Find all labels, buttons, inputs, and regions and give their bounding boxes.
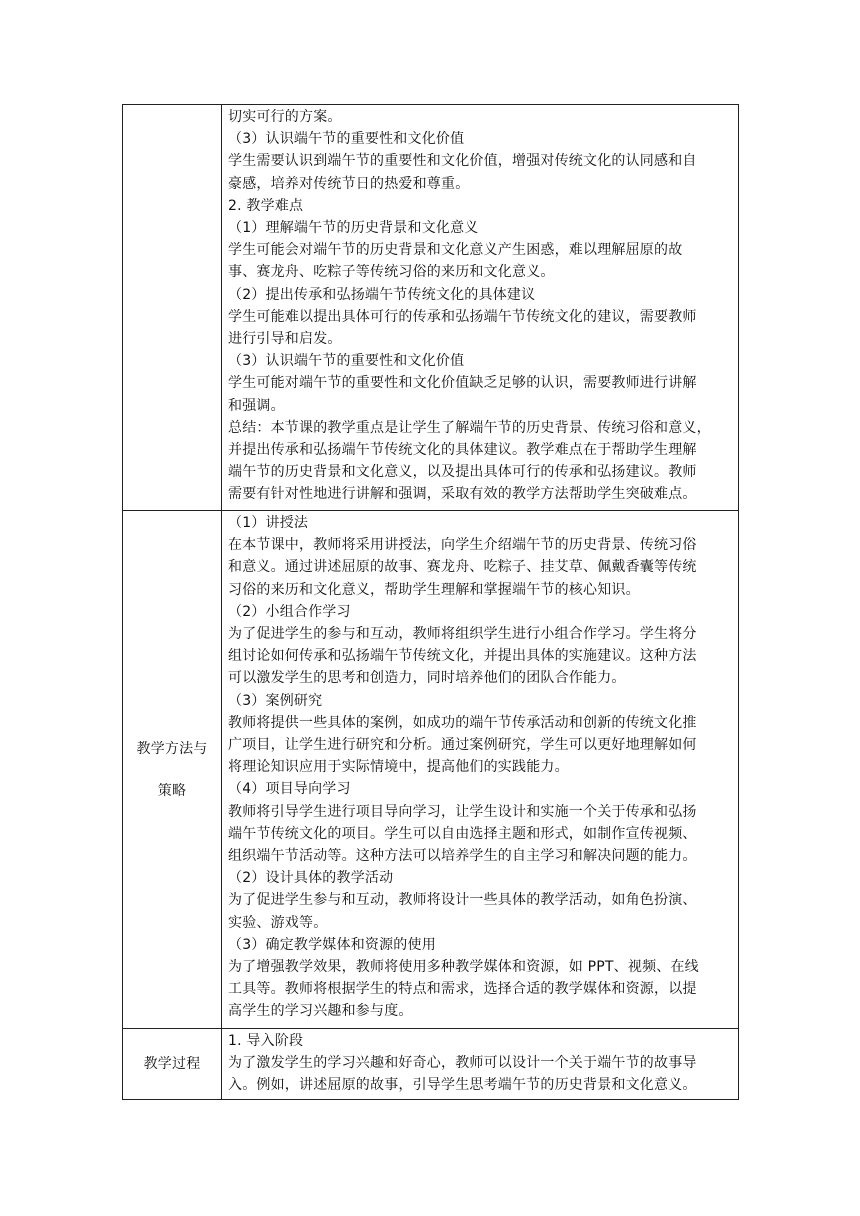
- text-line: 需要有针对性地进行讲解和强调，采取有效的教学方法帮助学生突破难点。: [228, 486, 697, 503]
- text-line: （3）认识端午节的重要性和文化价值: [228, 353, 465, 370]
- text-line: 入。例如，讲述屈原的故事，引导学生思考端午节的历史背景和文化意义。: [228, 1077, 697, 1094]
- text-line: 豪感，培养对传统节日的热爱和尊重。: [228, 175, 470, 192]
- text-line: 学生可能难以提出具体可行的传承和弘扬端午节传统文化的建议，需要教师: [228, 308, 697, 325]
- text-line: 和强调。: [228, 397, 285, 414]
- text-line: 为了促进学生的参与和互动，教师将组织学生进行小组合作学习。学生将分: [228, 626, 697, 643]
- text-line: 工具等。教师将根据学生的特点和需求，选择合适的教学媒体和资源，以提: [228, 981, 697, 998]
- text-line: 学生需要认识到端午节的重要性和文化价值，增强对传统文化的认同感和自: [228, 153, 697, 170]
- text-line: 和意义。通过讲述屈原的故事、赛龙舟、吃粽子、挂艾草、佩戴香囊等传统: [228, 559, 697, 576]
- text-line: 1. 导入阶段: [228, 1033, 304, 1049]
- text-line: 为了激发学生的学习兴趣和好奇心，教师可以设计一个关于端午节的故事导: [228, 1055, 697, 1072]
- text-line: 端午节的历史背景和文化意义，以及提出具体可行的传承和弘扬建议。教师: [228, 464, 697, 481]
- text-line: （1）讲授法: [228, 515, 309, 531]
- text-line: 将理论知识应用于实际情境中，提高他们的实践能力。: [228, 759, 569, 776]
- text-line: （3）认识端午节的重要性和文化价值: [228, 131, 465, 148]
- text-line: 学生可能会对端午节的历史背景和文化意义产生困惑，难以理解屈原的故: [228, 242, 683, 259]
- text-line: 广项目，让学生进行研究和分析。通过案例研究，学生可以更好地理解如何: [228, 737, 697, 754]
- text-line: 组织端午节活动等。这种方法可以培养学生的自主学习和解决问题的能力。: [228, 848, 697, 865]
- text-line: 事、赛龙舟、吃粽子等传统习俗的来历和文化意义。: [228, 264, 555, 281]
- table-row-methods: [123, 511, 739, 1029]
- text-line: （4）项目导向学习: [228, 781, 351, 798]
- text-line: 可以激发学生的思考和创造力，同时培养他们的团队合作能力。: [228, 670, 626, 687]
- text-line: 进行引导和启发。: [228, 331, 342, 348]
- table-row-process: [123, 1029, 739, 1100]
- label-line: 教学过程: [143, 1056, 201, 1072]
- lesson-plan-table: [122, 104, 739, 1100]
- content-text: [222, 511, 738, 1023]
- text-line: 学生可能对端午节的重要性和文化价值缺乏足够的认识，需要教师进行讲解: [228, 375, 697, 392]
- text-line: 实验、游戏等。: [228, 914, 328, 931]
- row-label-process: [123, 1029, 222, 1100]
- table-row-difficulties: [123, 105, 739, 511]
- text-line: （1）理解端午节的历史背景和文化意义: [228, 220, 479, 237]
- text-line: 高学生的学习兴趣和参与度。: [228, 1003, 413, 1020]
- text-line: 教师将引导学生进行项目导向学习，让学生设计和实施一个关于传承和弘扬: [228, 803, 697, 820]
- text-line: 习俗的来历和文化意义，帮助学生理解和掌握端午节的核心知识。: [228, 581, 640, 598]
- text-line: 在本节课中，教师将采用讲授法，向学生介绍端午节的历史背景、传统习俗: [228, 537, 697, 554]
- text-line: 组讨论如何传承和弘扬端午节传统文化，并提出具体的实施建议。这种方法: [228, 648, 697, 665]
- text-line: （2）小组合作学习: [228, 603, 351, 620]
- text-line: 并提出传承和弘扬端午节传统文化的具体建议。教学难点在于帮助学生理解: [228, 442, 697, 459]
- content-cell-methods: [222, 511, 739, 1029]
- content-text: [222, 1029, 738, 1097]
- text-line: 总结：本节课的教学重点是让学生了解端午节的历史背景、传统习俗和意义，: [228, 419, 711, 436]
- text-line: 端午节传统文化的项目。学生可以自由选择主题和形式，如制作宣传视频、: [228, 825, 697, 842]
- row-label-empty: [123, 105, 222, 511]
- text-line: 为了增强教学效果，教师将使用多种教学媒体和资源，如 PPT、视频、在线: [228, 959, 699, 976]
- text-line: （3）确定教学媒体和资源的使用: [228, 936, 436, 953]
- label-line: 教学方法与: [136, 740, 208, 757]
- text-line: 切实可行的方案。: [228, 109, 342, 125]
- content-cell-focus-difficulty: [222, 105, 739, 511]
- text-line: （2）设计具体的教学活动: [228, 870, 394, 887]
- text-line: （3）案例研究: [228, 692, 323, 709]
- text-line: （2）提出传承和弘扬端午节传统文化的具体建议: [228, 286, 536, 303]
- row-label-methods: [123, 511, 222, 1029]
- text-line: 为了促进学生参与和互动，教师将设计一些具体的教学活动，如角色扮演、: [228, 892, 697, 909]
- text-line: 2. 教学难点: [228, 197, 304, 214]
- label-line: 策略: [157, 782, 187, 799]
- text-line: 教师将提供一些具体的案例，如成功的端午节传承活动和创新的传统文化推: [228, 714, 697, 731]
- content-cell-process: [222, 1029, 739, 1100]
- content-text: [222, 105, 738, 506]
